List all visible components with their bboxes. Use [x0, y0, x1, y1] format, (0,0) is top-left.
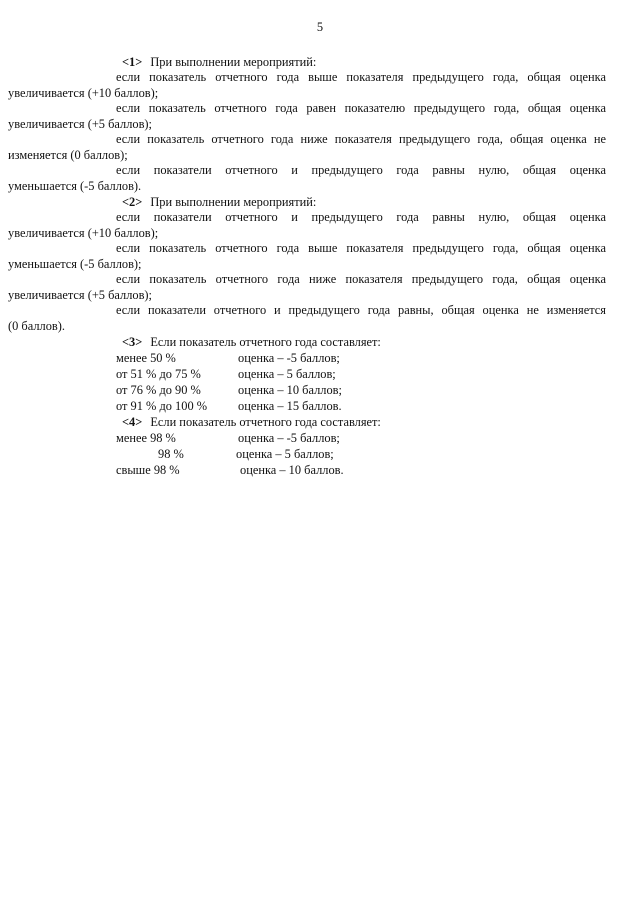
scale-4-range: свыше 98 % — [116, 463, 180, 477]
scale-4-heading — [116, 414, 606, 430]
scale-3-range: менее 50 % — [116, 351, 176, 365]
note-2-item-4-line-1: если показатели отчетного и предыдущего года равны, общая оценка не изменяется — [116, 303, 606, 317]
note-2-item-1-line-2: увеличивается (+10 баллов); — [8, 225, 159, 240]
note-1-item-2-line-2: увеличивается (+5 баллов); — [8, 116, 152, 131]
note-2-item-4-line-2: (0 баллов). — [8, 318, 65, 333]
scale-4-marker: <4> — [122, 415, 143, 429]
note-1-item-1 — [8, 70, 606, 101]
note-2-item-3 — [8, 272, 606, 303]
scale-3-row — [116, 398, 606, 414]
note-2-item-1-line-1: если показатели отчетного и предыдущего года равны нулю, общая оценка — [116, 210, 606, 224]
note-1-item-3 — [8, 132, 606, 163]
scale-4-range: менее 98 % — [116, 431, 176, 445]
note-2-heading — [116, 194, 606, 210]
scale-3-heading-text: Если показатель отчетного года составляет: — [150, 335, 381, 349]
scale-3-score: оценка – -5 баллов; — [238, 351, 340, 365]
scale-3-row — [116, 366, 606, 382]
note-1-item-4 — [8, 163, 606, 194]
note-1-item-3-line-1: если показатель отчетного года ниже показателя предыдущего года, общая оценка не — [116, 132, 606, 146]
scale-4-row — [116, 462, 606, 478]
note-1-item-2-line-1: если показатель отчетного года равен показателю предыдущего года, общая оценка — [116, 101, 606, 115]
note-1-item-1-line-2: увеличивается (+10 баллов); — [8, 85, 159, 100]
note-2-item-1 — [8, 210, 606, 241]
scale-3-row — [116, 350, 606, 366]
scale-4-heading-text: Если показатель отчетного года составляет: — [150, 415, 381, 429]
note-1-item-3-line-2: изменяется (0 баллов); — [8, 147, 128, 162]
scale-4-score: оценка – -5 баллов; — [238, 431, 340, 445]
scale-3-score: оценка – 10 баллов; — [238, 383, 342, 397]
note-2 — [8, 194, 606, 334]
scale-3-row — [116, 382, 606, 398]
scale-4 — [116, 414, 606, 478]
note-1-marker: <1> — [122, 55, 143, 69]
document-body — [8, 54, 606, 478]
scale-3-marker: <3> — [122, 335, 143, 349]
note-2-item-2-line-2: уменьшается (-5 баллов); — [8, 256, 142, 271]
note-2-marker: <2> — [122, 195, 143, 209]
note-1-item-2 — [8, 101, 606, 132]
note-2-heading-text: При выполнении мероприятий: — [150, 195, 317, 209]
note-1 — [8, 54, 606, 194]
note-1-heading — [116, 54, 606, 70]
note-1-item-4-line-2: уменьшается (-5 баллов). — [8, 178, 142, 193]
note-2-item-3-line-1: если показатель отчетного года ниже показателя предыдущего года, общая оценка — [116, 272, 606, 286]
page-number: 5 — [316, 20, 324, 34]
scale-4-score: оценка – 5 баллов; — [236, 447, 334, 461]
scale-3-heading — [116, 334, 606, 350]
note-2-item-2-line-1: если показатель отчетного года выше показателя предыдущего года, общая оценка — [116, 241, 606, 255]
scale-4-row — [116, 446, 606, 462]
note-2-item-3-line-2: увеличивается (+5 баллов); — [8, 287, 152, 302]
scale-3-range: от 91 % до 100 % — [116, 399, 208, 413]
note-2-item-4 — [8, 303, 606, 334]
note-1-item-1-line-1: если показатель отчетного года выше показателя предыдущего года, общая оценка — [116, 70, 606, 84]
scale-3-range: от 76 % до 90 % — [116, 383, 201, 397]
note-2-item-2 — [8, 241, 606, 272]
note-1-heading-text: При выполнении мероприятий: — [150, 55, 317, 69]
scale-4-range: 98 % — [158, 447, 184, 461]
scale-4-score: оценка – 10 баллов. — [240, 463, 344, 477]
note-1-item-4-line-1: если показатели отчетного и предыдущего года равны нулю, общая оценка — [116, 163, 606, 177]
scale-3-score: оценка – 15 баллов. — [238, 399, 342, 413]
scale-3-range: от 51 % до 75 % — [116, 367, 201, 381]
scale-3-score: оценка – 5 баллов; — [238, 367, 336, 381]
scale-4-row — [116, 430, 606, 446]
scale-3 — [116, 334, 606, 414]
